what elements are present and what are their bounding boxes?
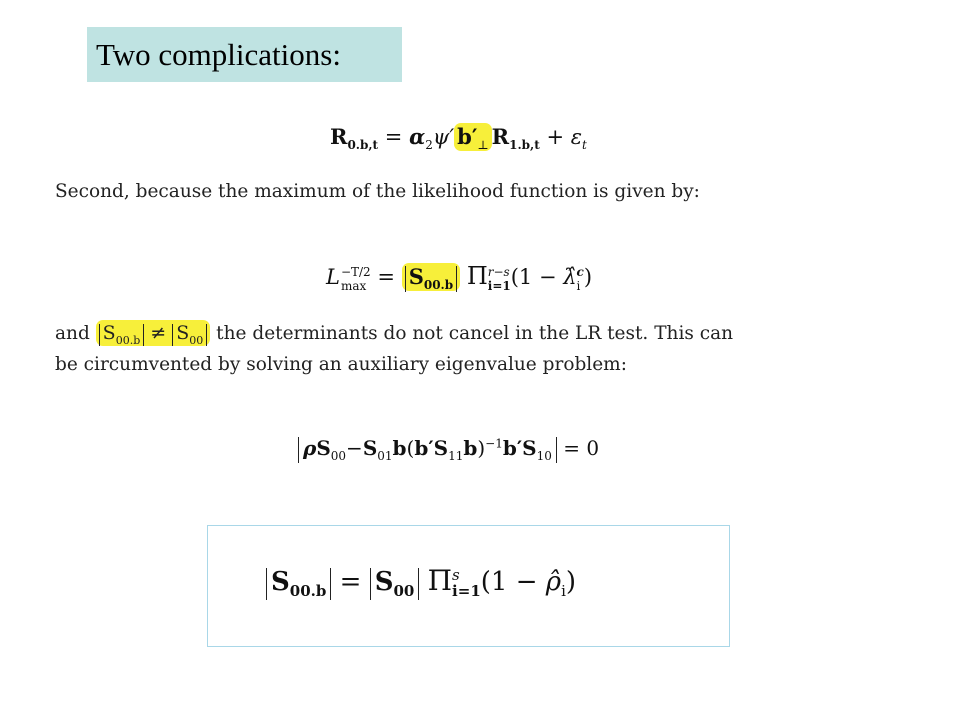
highlight-s00b-neq-s00: $S_{00.b} \ne S_{00}$	[96, 320, 211, 346]
paragraph-2-line-1: and $S_{00.b} \ne S_{00}$ the determinants do not cancel in the LR test. This can	[55, 322, 734, 347]
equation-1: $R_{0.b,t} = \alpha_2\psi'$ $b'_\perp$ $R_{1.b,t} + \varepsilon_t$	[330, 124, 587, 153]
paragraph-2	[55, 318, 915, 380]
paragraph-1: Second, because the maximum of the likelihood function is given by:	[55, 181, 700, 202]
equation-3: $\rho S_{00}-S_{01}b(b'S_{11}b)^{-1}b'S_{10} = 0$	[298, 436, 599, 463]
equation-4: $S_{00.b} = S_{00}$ Π s i=1 $(1 - \rhô_i)$	[266, 564, 576, 600]
boxed-equation-frame	[207, 525, 730, 647]
paragraph-2-line-2: be circumvented by solving an auxiliary eigenvalue problem:	[55, 354, 627, 375]
slide-title: Two complications:	[87, 27, 402, 82]
highlight-b-perp: $b'_\perp$	[454, 123, 492, 151]
equation-2: L −T/2 max = $S_{00.b}$ Π r−s i=1 (1 − λ̂ c i )	[326, 262, 593, 293]
highlight-s00b: $S_{00.b}$	[402, 263, 460, 291]
